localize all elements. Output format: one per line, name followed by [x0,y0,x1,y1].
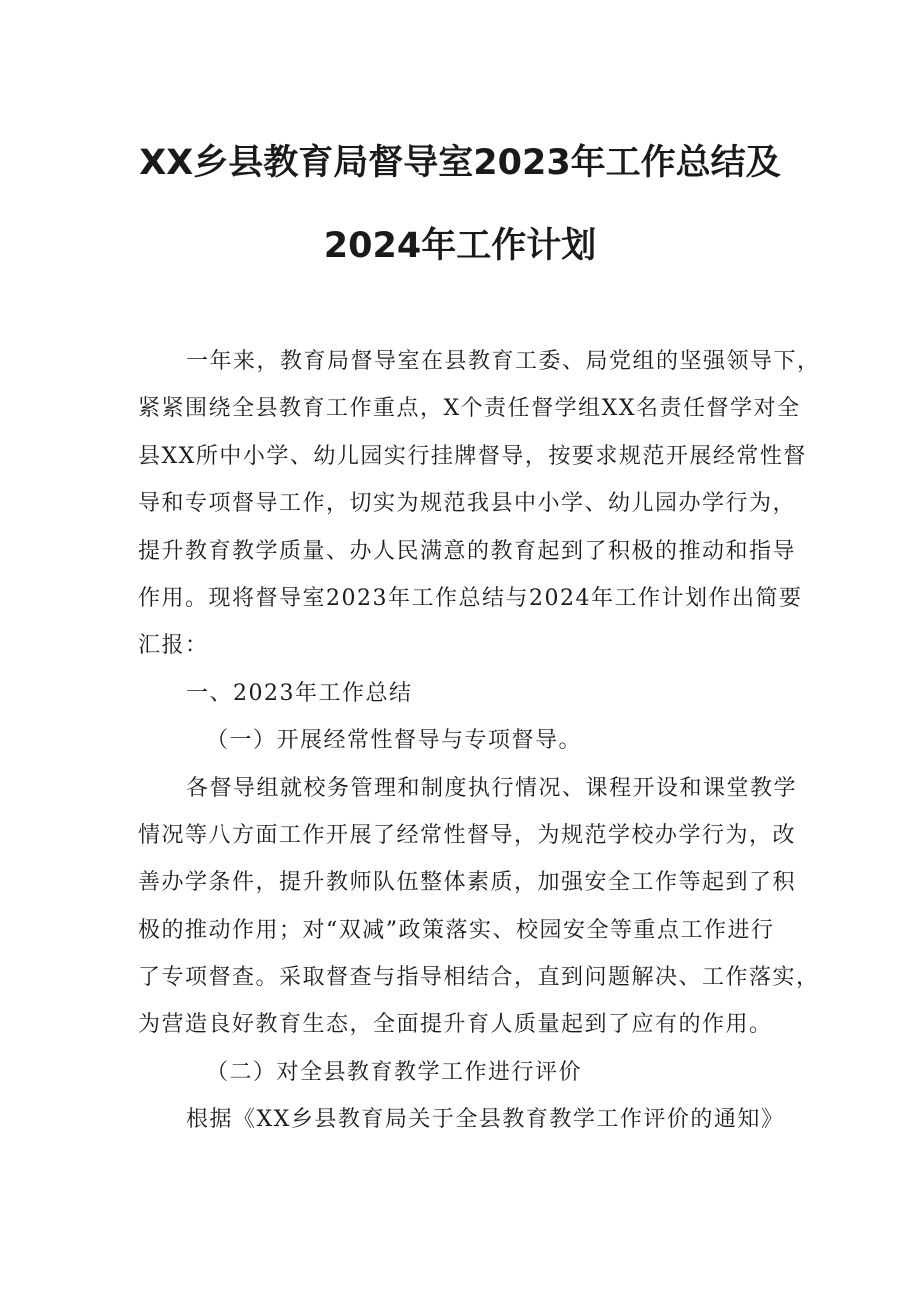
section-heading: 一、2023年工作总结 [186,680,413,706]
subsection-paragraph-line: 为营造良好教育生态，全面提升育人质量起到了应有的作用。 [138,1012,773,1038]
subsection-heading: （二）对全县教育教学工作进行评价 [206,1059,583,1085]
intro-paragraph-line: 导和专项督导工作，切实为规范我县中小学、幼儿园办学行为， [138,491,797,517]
document-body [138,338,821,1144]
subsection-paragraph-line: 极的推动作用；对“双减”政策落实、校园安全等重点工作进行 [138,917,775,943]
subsection-heading: （一）开展经常性督导与专项督导。 [206,728,583,754]
intro-paragraph-line: 紧紧围绕全县教育工作重点，X个责任督学组XX名责任督学对全 [138,396,801,422]
subsection-paragraph-line: 根据《XX乡县教育局关于全县教育教学工作评价的通知》 [186,1107,785,1133]
intro-paragraph-line: 汇报： [138,633,209,659]
document-title-line-1: XX乡县教育局督导室2023年工作总结及 [139,143,781,183]
subsection-paragraph-line: 情况等八方面工作开展了经常性督导，为规范学校办学行为，改 [138,822,797,848]
intro-paragraph-line: 县XX所中小学、幼儿园实行挂牌督导，按要求规范开展经常性督 [138,443,807,469]
document-title-line-2: 2024年工作计划 [323,226,597,266]
intro-paragraph-line: 一年来，教育局督导室在县教育工委、局党组的坚强领导下， [186,349,821,374]
subsection-paragraph-line: 善办学条件，提升教师队伍整体素质，加强安全工作等起到了积 [138,870,797,896]
subsection-paragraph-line: 了专项督查。采取督查与指导相结合，直到问题解决、工作落实， [138,965,820,991]
subsection-paragraph-line: 各督导组就校务管理和制度执行情况、课程开设和课堂教学 [186,775,798,801]
intro-paragraph-line: 提升教育教学质量、办人民满意的教育起到了积极的推动和指导 [138,538,797,564]
intro-paragraph-line: 作用。现将督导室2023年工作总结与2024年工作计划作出简要 [138,585,803,611]
